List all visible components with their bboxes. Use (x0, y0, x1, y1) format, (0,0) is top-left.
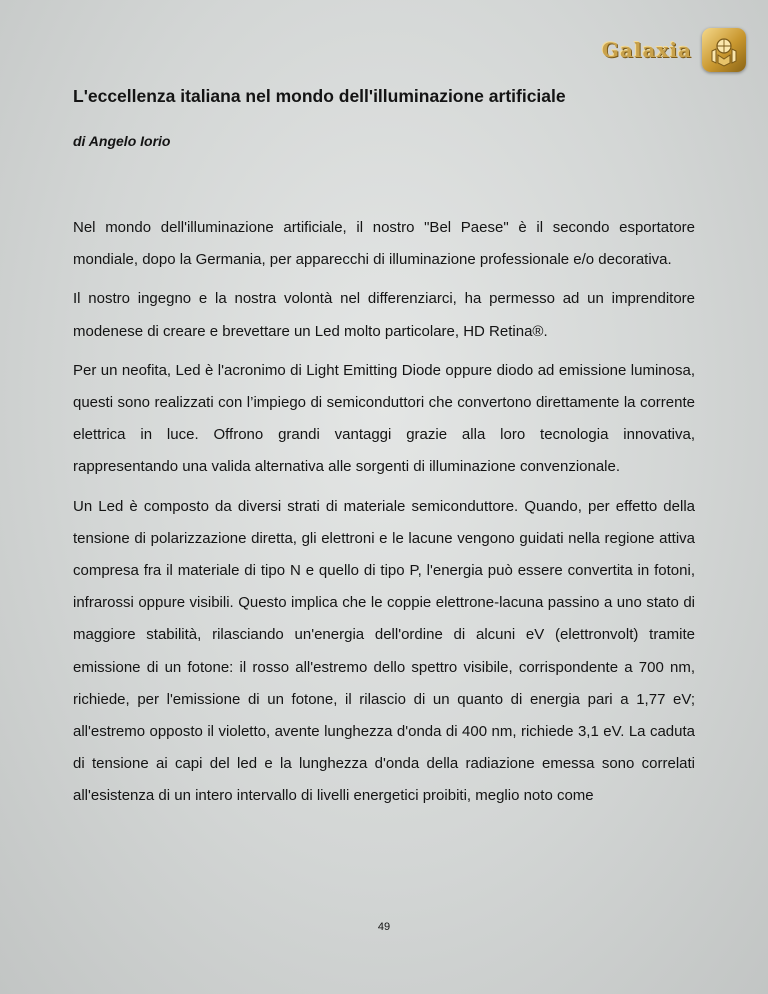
article-body (73, 212, 695, 820)
page-number: 49 (377, 921, 391, 933)
article-author: di Angelo Iorio (73, 133, 171, 149)
paragraph-1: Nel mondo dell'illuminazione artificiale, il nostro "Bel Paese" è il secondo esportatore mondiale, dopo la Germania, per apparecchi di illuminazione professionale e/o decorativa. (73, 219, 695, 269)
galaxia-badge-icon (702, 28, 746, 72)
paragraph-2: Il nostro ingegno e la nostra volontà nel differenziarci, ha permesso ad un imprenditore modenese di creare e brevettare un Led molto particolare, HD Retina®. (73, 290, 695, 340)
logo-text: Galaxia (601, 38, 692, 62)
article-title: L'eccellenza italiana nel mondo dell'illuminazione artificiale (73, 86, 566, 106)
galaxia-logo (602, 28, 746, 72)
paragraph-3: Per un neofita, Led è l'acronimo di Light Emitting Diode oppure diodo ad emissione luminosa, questi sono realizzati con l’impiego di semiconduttori che convertono direttamente la corrente elettrica in luce. Offrono grandi vantaggi grazie alla loro tecnologia innovativa, rappresentando una valida alternativa alle sorgenti di illuminazione convenzionale. (73, 361, 695, 476)
paragraph-4: Un Led è composto da diversi strati di materiale semiconduttore. Quando, per effetto della tensione di polarizzazione diretta, gli elettroni e le lacune vengono guidati nella regione attiva compresa fra il materiale di tipo N e quello di tipo P, l'energia può essere convertita in fotoni, infrarossi oppure visibili. Questo implica che le coppie elettrone-lacuna passino a uno stato di maggiore stabilità, rilasciando un'energia dell'ordine di alcuni eV (elettronvolt) tramite emissione di un fotone: il rosso all'estremo dello spettro visibile, corrispondente a 700 nm, richiede, per l'emissione di un fotone, il rilascio di un quanto di energia pari a 1,77 eV; all'estremo opposto il violetto, avente lunghezza d'onda di 400 nm, richiede 3,1 eV. La caduta di tensione ai capi del led e la lunghezza d'onda della radiazione emessa sono correlati all'esistenza di un intero intervallo di livelli energetici proibiti, meglio noto come (73, 497, 695, 805)
